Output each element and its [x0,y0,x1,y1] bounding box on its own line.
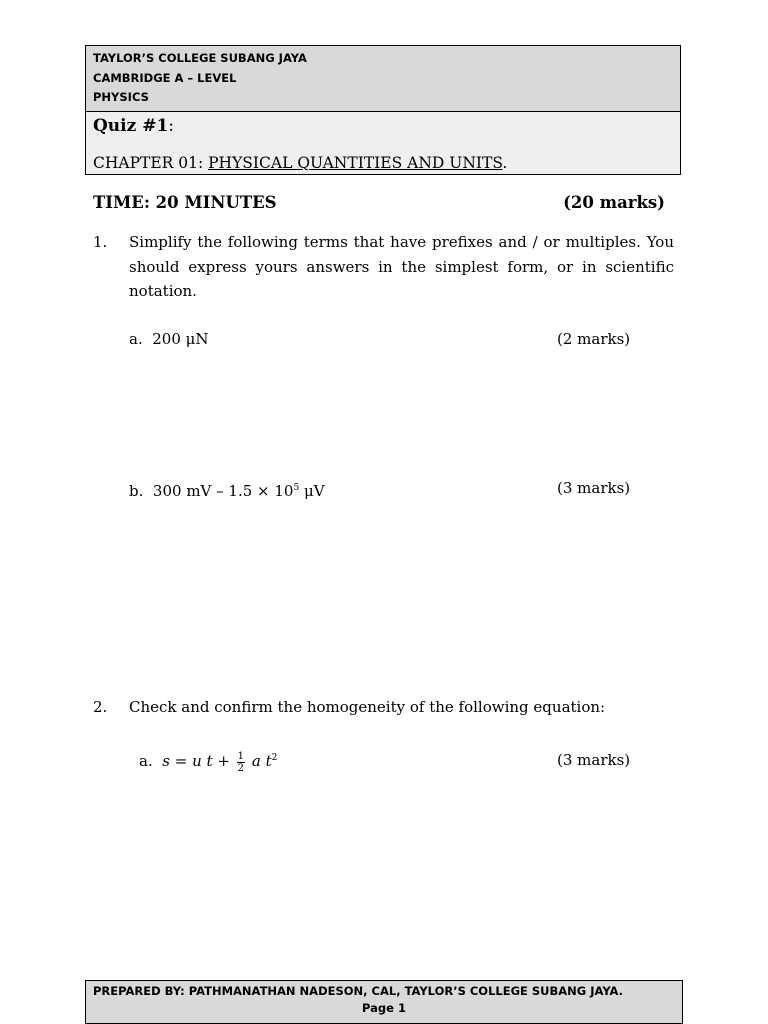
prepared-by: PREPARED BY: PATHMANATHAN NADESON, CAL, TAYLOR’S COLLEGE SUBANG JAYA. [93,984,624,998]
document-footer [85,980,683,1024]
question-1b-text-post: μV [299,482,325,500]
question-1b-exponent: 5 [293,483,300,493]
quiz-title [93,114,673,138]
equation-fraction [237,751,245,774]
quiz-label: Quiz #1 [93,115,169,136]
equation-equals: = [169,752,193,770]
chapter-suffix: . [502,153,508,172]
subject-name: PHYSICS [93,90,149,104]
chapter-prefix: CHAPTER 01: [93,153,209,172]
equation-u: u [192,752,202,770]
question-1a-letter: a. [129,330,143,348]
equation-t1: t [206,752,213,770]
question-1-number: 1. [93,233,108,251]
header-institution-block [86,46,680,112]
document-header [85,45,681,175]
equation-plus: + [212,752,235,770]
question-1b-marks: (3 marks) [557,479,631,497]
quiz-colon: : [168,115,175,136]
college-name: TAYLOR’S COLLEGE SUBANG JAYA [93,51,307,65]
header-title-block [86,112,680,174]
question-2-number: 2. [93,698,108,716]
fraction-numerator: 1 [237,750,245,762]
question-1a-text: 200 μN [152,330,209,348]
question-1b [129,477,325,502]
equation-t2: t [265,752,272,770]
question-2a-letter: a. [139,752,153,770]
equation-a: a [251,752,261,770]
chapter-title: PHYSICAL QUANTITIES AND UNITS [208,153,503,172]
equation-s: s [162,752,170,770]
question-2a [139,747,277,774]
question-1a [129,328,209,350]
question-1b-text-pre: 300 mV – 1.5 × 10 [152,482,294,500]
fraction-denominator: 2 [237,762,245,774]
total-marks: (20 marks) [563,193,665,212]
equation-exponent: 2 [271,753,278,763]
program-name: CAMBRIDGE A – LEVEL [93,70,237,85]
chapter-heading [93,153,673,173]
question-2-text: Check and confirm the homogeneity of the following equation: [129,698,606,716]
question-2a-marks: (3 marks) [557,751,631,769]
question-1-text: Simplify the following terms that have prefixes and / or multiples. You should express yours answers in the simplest form, or in scientific notation. [129,233,674,300]
question-1b-letter: b. [129,482,144,500]
page-number: Page 1 [362,1001,406,1015]
time-label: TIME: 20 MINUTES [93,193,277,212]
question-1a-marks: (2 marks) [557,330,631,348]
time-row [93,192,665,214]
